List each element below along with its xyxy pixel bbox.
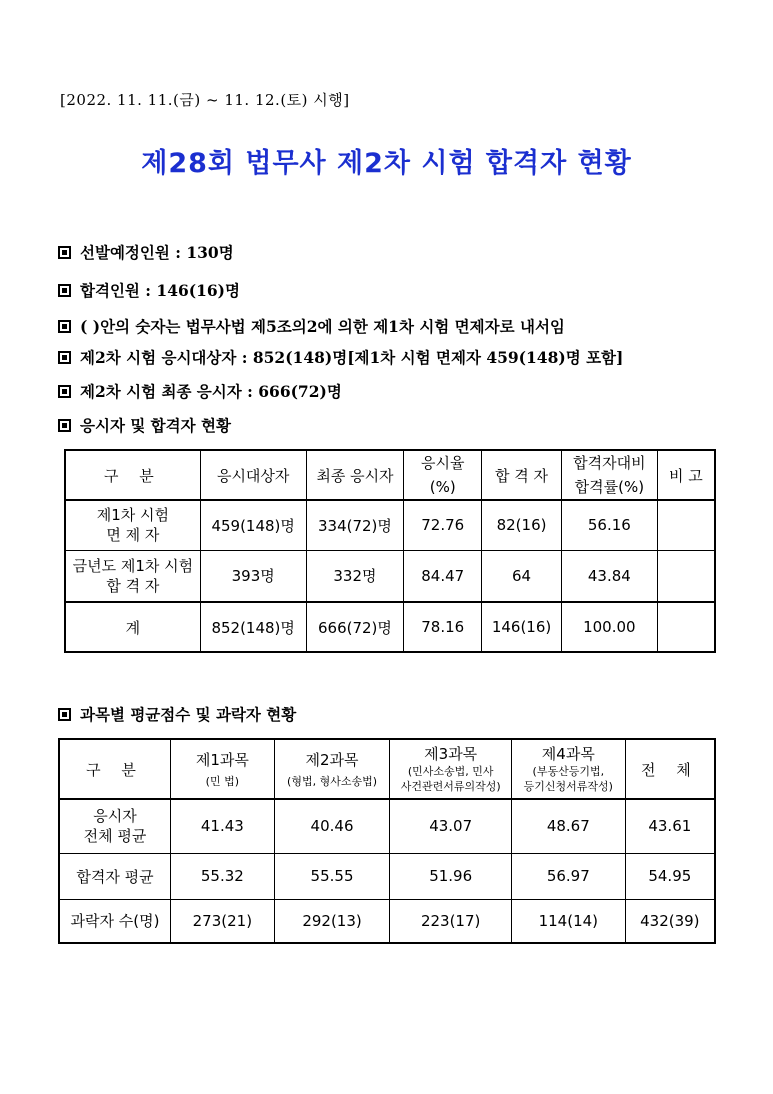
cell-total: 43.61 — [625, 799, 715, 853]
square-bullet-icon — [58, 708, 71, 721]
row-label: 제1차 시험 면 제 자 — [65, 500, 200, 550]
table-header-row — [59, 739, 715, 799]
row-label: 응시자 전체 평균 — [59, 799, 170, 853]
header-subject-2: 제2과목 (형법, 형사소송법) — [274, 739, 390, 799]
table-row — [59, 899, 715, 943]
header-subject-1: 제1과목 (민 법) — [170, 739, 274, 799]
cell-note — [657, 602, 715, 652]
cell-ratio: 100.00 — [561, 602, 657, 652]
square-bullet-icon — [58, 419, 71, 432]
cell-rate: 78.16 — [404, 602, 482, 652]
bullet-item: 제2차 시험 최종 응시자 : 666(72)명 — [58, 380, 342, 402]
table-row — [59, 853, 715, 899]
row-label: 과락자 수(명) — [59, 899, 170, 943]
cell-passed: 146(16) — [482, 602, 562, 652]
square-bullet-icon — [58, 246, 71, 259]
cell-subject-3: 43.07 — [390, 799, 512, 853]
square-bullet-icon — [58, 320, 71, 333]
section-heading: 과목별 평균점수 및 과락자 현황 — [58, 703, 296, 725]
cell-target: 393명 — [200, 550, 306, 602]
cell-note — [657, 500, 715, 550]
exam-date: [2022. 11. 11.(금) ~ 11. 12.(토) 시행] — [60, 91, 350, 109]
header-target: 응시대상자 — [200, 450, 306, 500]
table-row — [65, 550, 715, 602]
cell-subject-1: 273(21) — [170, 899, 274, 943]
header-rate: 응시율 (%) — [404, 450, 482, 500]
cell-note — [657, 550, 715, 602]
cell-passed: 64 — [482, 550, 562, 602]
header-note: 비 고 — [657, 450, 715, 500]
header-passed: 합 격 자 — [482, 450, 562, 500]
cell-final: 332명 — [306, 550, 404, 602]
row-label: 합격자 평균 — [59, 853, 170, 899]
cell-rate: 84.47 — [404, 550, 482, 602]
header-ratio: 합격자대비 합격률(%) — [561, 450, 657, 500]
cell-subject-2: 292(13) — [274, 899, 390, 943]
table-row-total — [65, 602, 715, 652]
table-row — [59, 799, 715, 853]
page-title: 제28회 법무사 제2차 시험 합격자 현황 — [141, 148, 632, 179]
header-final: 최종 응시자 — [306, 450, 404, 500]
cell-final: 334(72)명 — [306, 500, 404, 550]
header-category: 구 분 — [59, 739, 170, 799]
cell-subject-4: 48.67 — [511, 799, 625, 853]
cell-ratio: 43.84 — [561, 550, 657, 602]
square-bullet-icon — [58, 351, 71, 364]
square-bullet-icon — [58, 284, 71, 297]
cell-final: 666(72)명 — [306, 602, 404, 652]
cell-ratio: 56.16 — [561, 500, 657, 550]
cell-target: 459(148)명 — [200, 500, 306, 550]
header-subject-4: 제4과목 (부동산등기법, 등기신청서류작성) — [511, 739, 625, 799]
cell-total: 54.95 — [625, 853, 715, 899]
cell-passed: 82(16) — [482, 500, 562, 550]
cell-subject-3: 223(17) — [390, 899, 512, 943]
cell-subject-2: 55.55 — [274, 853, 390, 899]
cell-subject-2: 40.46 — [274, 799, 390, 853]
header-total: 전 체 — [625, 739, 715, 799]
header-category: 구 분 — [65, 450, 200, 500]
subject-score-table — [58, 738, 716, 944]
bullet-item: 선발예정인원 : 130명 — [58, 241, 234, 263]
row-label: 계 — [65, 602, 200, 652]
cell-subject-4: 114(14) — [511, 899, 625, 943]
row-label: 금년도 제1차 시험 합 격 자 — [65, 550, 200, 602]
bullet-item: ( )안의 숫자는 법무사법 제5조의2에 의한 제1차 시험 면제자로 내서임 — [58, 315, 565, 337]
table-header-row — [65, 450, 715, 500]
cell-total: 432(39) — [625, 899, 715, 943]
cell-subject-3: 51.96 — [390, 853, 512, 899]
bullet-item: 제2차 시험 응시대상자 : 852(148)명[제1차 시험 면제자 459(148)명 포함] — [58, 346, 623, 368]
cell-subject-4: 56.97 — [511, 853, 625, 899]
cell-subject-1: 41.43 — [170, 799, 274, 853]
table-row — [65, 500, 715, 550]
cell-subject-1: 55.32 — [170, 853, 274, 899]
cell-rate: 72.76 — [404, 500, 482, 550]
applicant-status-table — [64, 449, 716, 653]
bullet-item: 응시자 및 합격자 현황 — [58, 414, 231, 436]
cell-target: 852(148)명 — [200, 602, 306, 652]
header-subject-3: 제3과목 (민사소송법, 민사 사건관련서류의작성) — [390, 739, 512, 799]
square-bullet-icon — [58, 385, 71, 398]
bullet-item: 합격인원 : 146(16)명 — [58, 279, 240, 301]
